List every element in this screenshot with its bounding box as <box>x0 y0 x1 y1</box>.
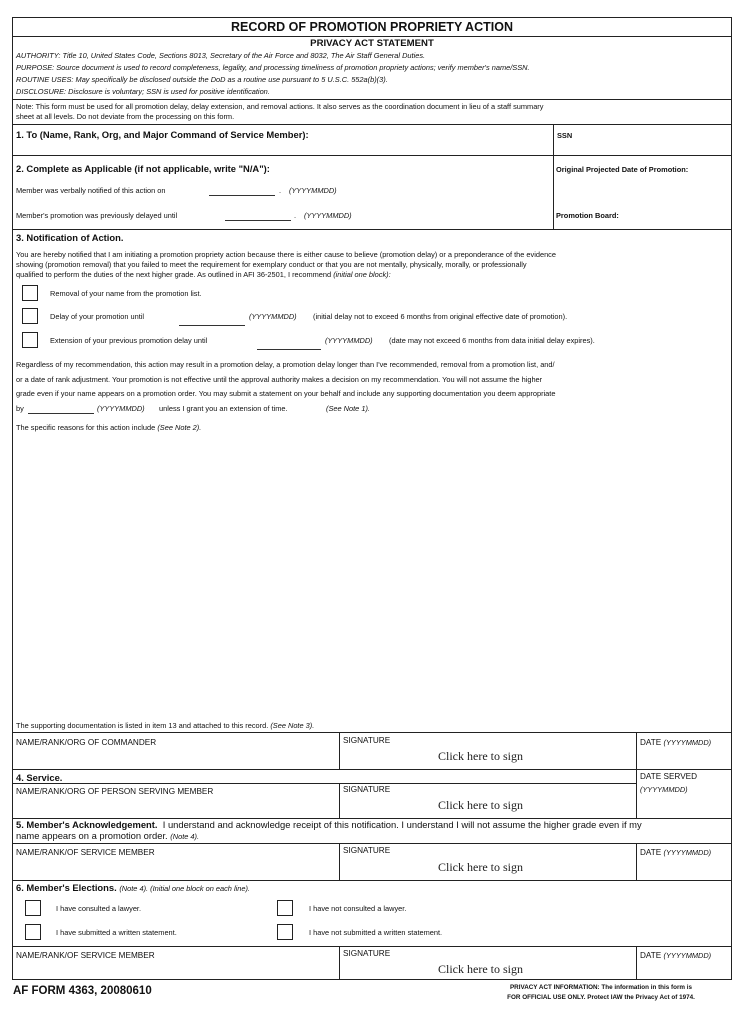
supporting-docs-text: The supporting documentation is listed in item 13 and attached to this record. <box>16 721 269 730</box>
divider <box>553 155 554 229</box>
reasons-text-area[interactable] <box>15 436 729 718</box>
privacy-heading: PRIVACY ACT STATEMENT <box>310 38 434 49</box>
item6-note: (Note 4). (Initial one block on each line). <box>119 884 250 893</box>
divider <box>636 843 637 880</box>
divider <box>13 880 731 881</box>
item5-ack-text-1: I understand and acknowledge receipt of this notification. I understand I will not assume the higher grade even if my <box>162 819 642 830</box>
date-label: DATE <box>640 951 662 960</box>
extension-checkbox[interactable] <box>22 332 38 348</box>
date-label: DATE <box>640 738 662 747</box>
regardless-line-2: or a date of rank adjustment. Your promotion is not effective until the approval authority makes a decision on my recommendation. You will not assume the higher <box>16 375 543 384</box>
removal-checkbox[interactable] <box>22 285 38 301</box>
divider <box>339 783 340 818</box>
server-signature-label: SIGNATURE <box>343 785 391 794</box>
form-note-line1: Note: This form must be used for all promotion delay, delay extension, and removal actions. It also serves as the coordination document in lieu of a staff summary <box>16 102 544 111</box>
divider <box>339 843 340 880</box>
divider <box>636 946 637 980</box>
item5-ack-line-1 <box>16 819 728 830</box>
divider <box>13 946 731 947</box>
not-consulted-lawyer-label: I have not consulted a lawyer. <box>309 904 407 913</box>
delayed-date-field[interactable] <box>225 220 291 221</box>
divider <box>13 769 731 770</box>
form-title: RECORD OF PROMOTION PROPRIETY ACTION <box>231 20 513 34</box>
commander-sign-button[interactable]: Click here to sign <box>438 749 523 763</box>
regardless-line-1: Regardless of my recommendation, this action may result in a promotion delay, a promotion delay longer than I've recommended, removal from a promotion list, and/ <box>16 360 555 369</box>
statement-due-date-field[interactable] <box>28 413 94 414</box>
divider <box>13 732 731 733</box>
item2-label: 2. Complete as Applicable (if not applicable, write "N/A"): <box>16 163 270 174</box>
date-label: DATE <box>640 848 662 857</box>
date-format-hint: (YYYYMMDD) <box>640 785 688 794</box>
notified-label: Member was verbally notified of this action on <box>16 186 166 195</box>
promotion-board-label: Promotion Board: <box>556 211 619 220</box>
item5-ack-text-2: name appears on a promotion order. <box>16 830 168 841</box>
promotion-propriety-form: RECORD OF PROMOTION PROPRIETY ACTION PRIVACY ACT STATEMENT AUTHORITY: Title 10, United States Code, Sections 8013, Secretary of the Air Force and 8032, The Air Staff General Duties. PURPOSE: Source document is used to record completeness, legality, and processing timeliness of promotion propriety actions; verify member's name/SSN. ROUTINE USES: May specifically be disclosed outside the DoD as a routine use pursuant to 5 U.S.C. 552a(b)(3). DISCLOSURE: Disclosure is voluntary; SSN is used for positive identification. Note: This form must be used for all promotion delay, delay extension, and removal actions. It also serves as the coordination document in lieu of a staff summary sheet at all levels. Do not deviate from the processing on this form. 1. To (Name, Rank, Org, and Major Command of Service Member): SSN 2. Complete as Applicable (if not applicable, write "N/A"): Original Projected Date of Promotion: Promotion Board: Member was verbally notified of this action on . (YYYYMMDD) Member's promotion was previously delayed until . (YYYYMMDD) 3. Notification of Action. You are hereby notified that I am initiating a promotion propriety action because there is either cause to believe (promotion delay) or a preponderance of the evidence showing (promotion removal) that you failed to meet the requirement for exemplary conduct or that you are not mentally, physically, morally, or professionally qualified to perform the duties of the next higher grade. As outlined in AFI 36-2501, I recommend (initial one block): Removal of your name from the promotion list. Delay of your promotion until (YYYYMMDD) (initial delay not to exceed 6 months from original effective date of promotion). Extension of your previous promotion delay until (YYYYMMDD) (date may not exceed 6 months from data initial delay expires). Regardless of my recommendation, this action may result in a promotion delay, a promotion delay longer than I've recommended, removal from a promotion list, and/ or a date of rank adjustment. Your promotion is not effective until the approval authority makes a decision on my recommendation. You will not assume the higher grade even if your name appears on a promotion order. You may submit a statement on your behalf and include any supporting documentation you deem appropriate by (YYYYMMDD) unless I grant you an extension of time. (See Note 1). The specific reasons for this action include (See Note 2). The supporting documentation is listed in item 13 and attached to this record. (See Note 3). NAME/RANK/ORG OF COMMANDER SIGNATURE Click here to sign DATE (YYYYMMDD) 4. Service. DATE SERVED (YYYYMMDD) NAME/RANK/ORG OF PERSON SERVING MEMBER SIGNATURE Click here to sign 5. Member's Acknowledgement. I understand and acknowledge receipt of this notification. I understand I will not assume the higher grade even if my name appears on a promotion order. (Note 4). NAME/RANK/OF SERVICE MEMBER SIGNATURE Click here to sign DATE (YYYYMMDD) 6. Member's Elections. (Note 4). (Initial one block on each line). I have consulted a lawyer. I have not consulted a lawyer. I have submitted a written statement. I have not submitted a written statement. NAME/RANK/OF SERVICE MEMBER SIGNATURE Click here to sign DATE (YYYYMMDD) <box>12 17 732 980</box>
reasons-label <box>16 423 201 433</box>
date-format-hint: (YYYYMMDD) <box>663 951 712 960</box>
privacy-info-line-2: FOR OFFICIAL USE ONLY. Protect IAW the Privacy Act of 1974. <box>507 994 695 1001</box>
delay-date-field[interactable] <box>179 325 245 326</box>
privacy-info-line-1: PRIVACY ACT INFORMATION: The information in this form is <box>509 984 693 991</box>
server-sign-button[interactable]: Click here to sign <box>438 798 523 812</box>
supporting-docs <box>16 721 314 731</box>
see-note-2: (See Note 2). <box>157 423 202 432</box>
item1-label: 1. To (Name, Rank, Org, and Major Command of Service Member): <box>16 129 309 140</box>
member-ack-sign-button[interactable]: Click here to sign <box>438 860 523 874</box>
privacy-disclosure: DISCLOSURE: Disclosure is voluntary; SSN is used for positive identification. <box>16 87 270 96</box>
original-date-label: Original Projected Date of Promotion: <box>556 165 689 174</box>
not-submitted-statement-label: I have not submitted a written statement. <box>309 928 443 937</box>
server-name-label: NAME/RANK/ORG OF PERSON SERVING MEMBER <box>16 787 214 796</box>
divider <box>13 36 731 37</box>
consulted-lawyer-label: I have consulted a lawyer. <box>56 904 142 913</box>
delayed-label: Member's promotion was previously delayed until <box>16 211 178 220</box>
commander-date-label <box>640 737 711 748</box>
member-name-label: NAME/RANK/OF SERVICE MEMBER <box>16 848 155 857</box>
divider <box>13 229 731 230</box>
item3-intro-3-text: qualified to perform the duties of the next higher grade. As outlined in AFI 36-2501, I recommend <box>16 270 332 279</box>
item5-label: 5. Member's Acknowledgement. <box>16 819 158 830</box>
divider <box>13 99 731 100</box>
submitted-statement-checkbox[interactable] <box>25 924 41 940</box>
date-format-hint: (YYYYMMDD) <box>304 211 352 220</box>
member-signature-label: SIGNATURE <box>343 846 391 855</box>
divider <box>13 155 731 156</box>
item3-intro-1: You are hereby notified that I am initiating a promotion propriety action because there is either cause to believe (promotion delay) or a preponderance of the evidence <box>16 250 556 259</box>
delay-option-label: Delay of your promotion until <box>50 312 145 321</box>
privacy-purpose: PURPOSE: Source document is used to record completeness, legality, and processing timeliness of promotion propriety actions; verify member's name/SSN. <box>16 63 530 72</box>
not-consulted-lawyer-checkbox[interactable] <box>277 900 293 916</box>
see-note-3: (See Note 3). <box>270 721 315 730</box>
form-number: AF FORM 4363, 20080610 <box>13 985 152 997</box>
member-elections-name-label: NAME/RANK/OF SERVICE MEMBER <box>16 951 155 960</box>
date-format-hint: (YYYYMMDD) <box>97 404 145 413</box>
consulted-lawyer-checkbox[interactable] <box>25 900 41 916</box>
date-format-hint: (YYYYMMDD) <box>325 336 373 345</box>
item3-intro-3 <box>16 270 391 280</box>
removal-option-label: Removal of your name from the promotion list. <box>50 289 202 298</box>
item3-intro-2: showing (promotion removal) that you failed to meet the requirement for exemplary conduct or that you are not mentally, physically, morally, or professionally <box>16 260 527 269</box>
item6-heading <box>16 882 250 894</box>
submitted-statement-label: I have submitted a written statement. <box>56 928 177 937</box>
item3-label: 3. Notification of Action. <box>16 232 124 243</box>
item3-intro-3-hint: (initial one block): <box>333 270 391 279</box>
date-format-hint: (YYYYMMDD) <box>663 848 712 857</box>
divider <box>13 843 731 844</box>
see-note-1: (See Note 1). <box>326 404 370 413</box>
see-note-4: (Note 4). <box>170 832 200 841</box>
regardless-end: unless I grant you an extension of time. <box>159 404 288 413</box>
item5-ack-line-2 <box>16 830 199 842</box>
date-format-hint: (YYYYMMDD) <box>663 738 712 747</box>
regardless-by: by <box>16 404 24 413</box>
date-format-hint: (YYYYMMDD) <box>249 312 297 321</box>
commander-signature-label: SIGNATURE <box>343 736 391 745</box>
recipient-field[interactable] <box>13 125 553 154</box>
member-elections-date-label <box>640 950 711 961</box>
divider <box>636 732 637 769</box>
member-elections-signature-label: SIGNATURE <box>343 949 391 958</box>
ssn-field[interactable] <box>554 125 730 154</box>
form-note-line2: sheet at all levels. Do not deviate from the processing on this form. <box>16 112 235 121</box>
divider <box>339 732 340 769</box>
date-format-hint: (YYYYMMDD) <box>289 186 337 195</box>
item6-label: 6. Member's Elections. <box>16 882 117 893</box>
not-submitted-statement-checkbox[interactable] <box>277 924 293 940</box>
ssn-label: SSN <box>557 131 573 140</box>
extension-option-note: (date may not exceed 6 months from data initial delay expires). <box>389 336 595 345</box>
date-served-label: DATE SERVED <box>640 772 698 781</box>
commander-name-label: NAME/RANK/ORG OF COMMANDER <box>16 738 157 747</box>
notified-date-field[interactable] <box>209 195 275 196</box>
extension-date-field[interactable] <box>257 349 321 350</box>
privacy-authority: AUTHORITY: Title 10, United States Code, Sections 8013, Secretary of the Air Force and 8032, The Air Staff General Duties. <box>16 51 426 60</box>
member-ack-date-label <box>640 847 711 858</box>
item4-label: 4. Service. <box>16 772 63 783</box>
regardless-line-3: grade even if your name appears on a promotion order. You may submit a statement on your behalf and include any supporting documentation you deem appropriate <box>16 389 556 398</box>
privacy-info <box>470 983 732 1003</box>
delay-checkbox[interactable] <box>22 308 38 324</box>
delay-option-note: (initial delay not to exceed 6 months from original effective date of promotion). <box>313 312 568 321</box>
extension-option-label: Extension of your previous promotion delay until <box>50 336 208 345</box>
divider <box>339 946 340 980</box>
privacy-routine-uses: ROUTINE USES: May specifically be disclosed outside the DoD as a routine use pursuant to 5 U.S.C. 552a(b)(3). <box>16 75 388 84</box>
reasons-text: The specific reasons for this action include <box>16 423 156 432</box>
member-elections-sign-button[interactable]: Click here to sign <box>438 962 523 976</box>
divider <box>636 769 637 818</box>
divider <box>13 783 636 784</box>
